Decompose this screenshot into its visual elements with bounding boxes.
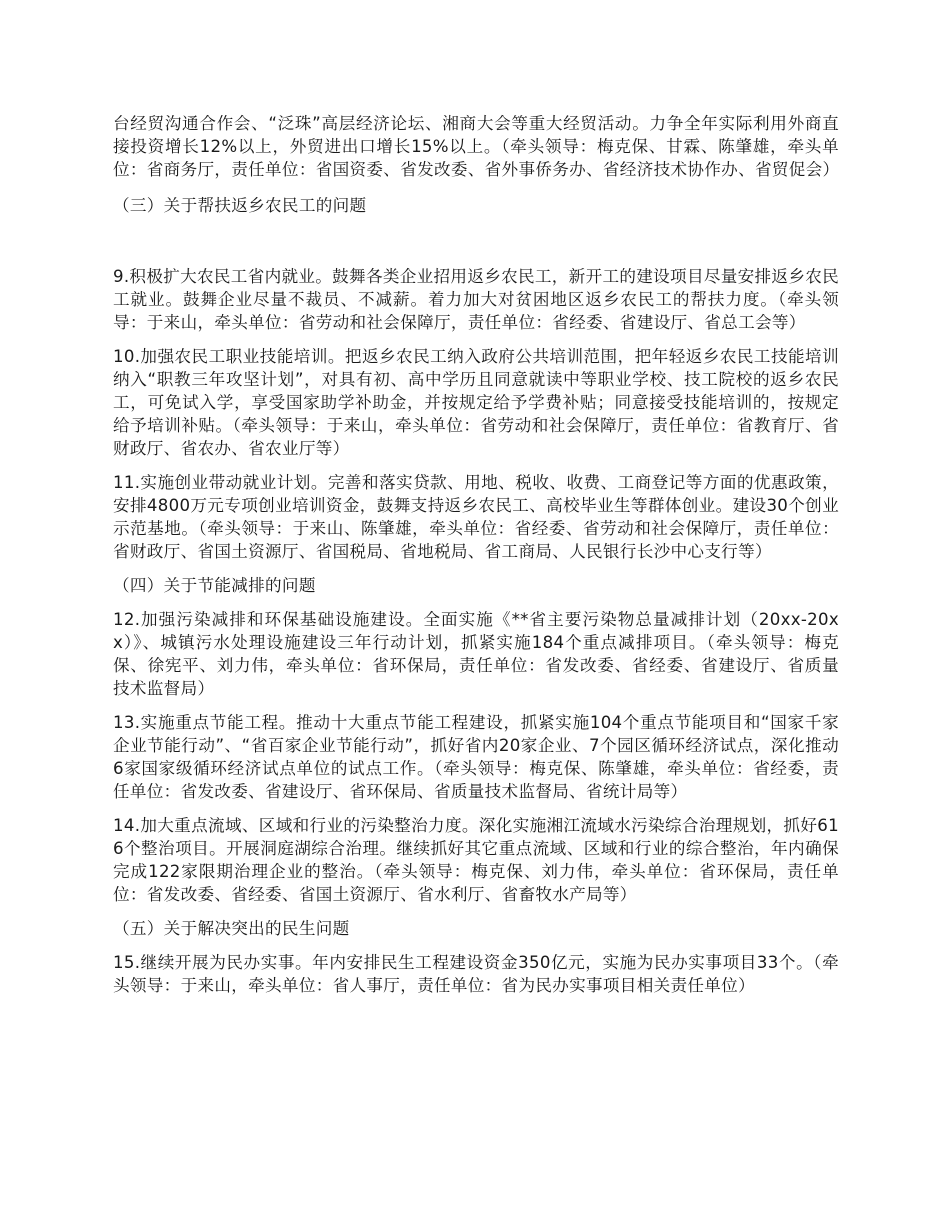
paragraph-item-10: 10.加强农民工职业技能培训。把返乡农民工纳入政府公共培训范围，把年轻返乡农民工技能培训纳入“职教三年攻坚计划”，对具有初、高中学历且同意就读中等职业学校、技工院校的返乡农民工，可免试入学，享受国家助学补助金，并按规定给予学费补贴；同意接受技能培训的，按规定给予培训补贴。（牵头领导：于来山，牵头单位：省劳动和社会保障厅，责任单位：省教育厅、省财政厅、省农办、省农业厅等） <box>113 347 839 458</box>
paragraph-item-11: 11.实施创业带动就业计划。完善和落实贷款、用地、税收、收费、工商登记等方面的优惠政策，安排4800万元专项创业培训资金，鼓舞支持返乡农民工、高校毕业生等群体创业。建设30个创业示范基地。（牵头领导：于来山、陈肇雄，牵头单位：省经委、省劳动和社会保障厅，责任单位：省财政厅、省国土资源厅、省国税局、省地税局、省工商局、人民银行长沙中心支行等） <box>113 473 839 561</box>
paragraph-item-12: 12.加强污染减排和环保基础设施建设。全面实施《**省主要污染物总量减排计划（20xx-20xx）》、城镇污水处理设施建设三年行动计划，抓紧实施184个重点减排项目。（牵头领导：梅克保、徐宪平、刘力伟，牵头单位：省环保局，责任单位：省发改委、省经委、省建设厅、省质量技术监督局） <box>113 610 839 698</box>
paragraph-item-13: 13.实施重点节能工程。推动十大重点节能工程建设，抓紧实施104个重点节能项目和“国家千家企业节能行动”、“省百家企业节能行动”，抓好省内20家企业、7个园区循环经济试点，深化推动6家国家级循环经济试点单位的试点工作。（牵头领导：梅克保、陈肇雄，牵头单位：省经委，责任单位：省发改委、省建设厅、省环保局、省质量技术监督局、省统计局等） <box>113 713 839 801</box>
section-heading-returning-workers: （三）关于帮扶返乡农民工的问题 <box>113 196 367 215</box>
paragraph-item-15: 15.继续开展为民办实事。年内安排民生工程建设资金350亿元，实施为民办实事项目33个。（牵头领导：于来山，牵头单位：省人事厅，责任单位：省为民办实事项目相关责任单位） <box>113 953 839 995</box>
paragraph-trade-activities: 台经贸沟通合作会、“泛珠”高层经济论坛、湘商大会等重大经贸活动。力争全年实际利用外商直接投资增长12%以上，外贸进出口增长15%以上。（牵头领导：梅克保、甘霖、陈肇雄，牵头单位：省商务厅，责任单位：省国资委、省发改委、省外事侨务办、省经济技术协作办、省贸促会） <box>113 114 840 179</box>
document-page <box>113 112 839 997</box>
paragraph-item-14: 14.加大重点流域、区域和行业的污染整治力度。深化实施湘江流域水污染综合治理规划，抓好616个整治项目。开展洞庭湖综合治理。继续抓好其它重点流域、区域和行业的综合整治，年内确保完成122家限期治理企业的整治。（牵头领导：梅克保、刘力伟，牵头单位：省环保局，责任单位：省发改委、省经委、省国土资源厅、省水利厅、省畜牧水产局等） <box>113 816 839 904</box>
section-heading-livelihood: （五）关于解决突出的民生问题 <box>113 919 350 938</box>
paragraph-item-9: 9.积极扩大农民工省内就业。鼓舞各类企业招用返乡农民工，新开工的建设项目尽量安排返乡农民工就业。鼓舞企业尽量不裁员、不减薪。着力加大对贫困地区返乡农民工的帮扶力度。（牵头领导：于来山，牵头单位：省劳动和社会保障厅，责任单位：省经委、省建设厅、省总工会等） <box>113 267 839 332</box>
section-heading-energy-saving: （四）关于节能减排的问题 <box>113 576 316 595</box>
